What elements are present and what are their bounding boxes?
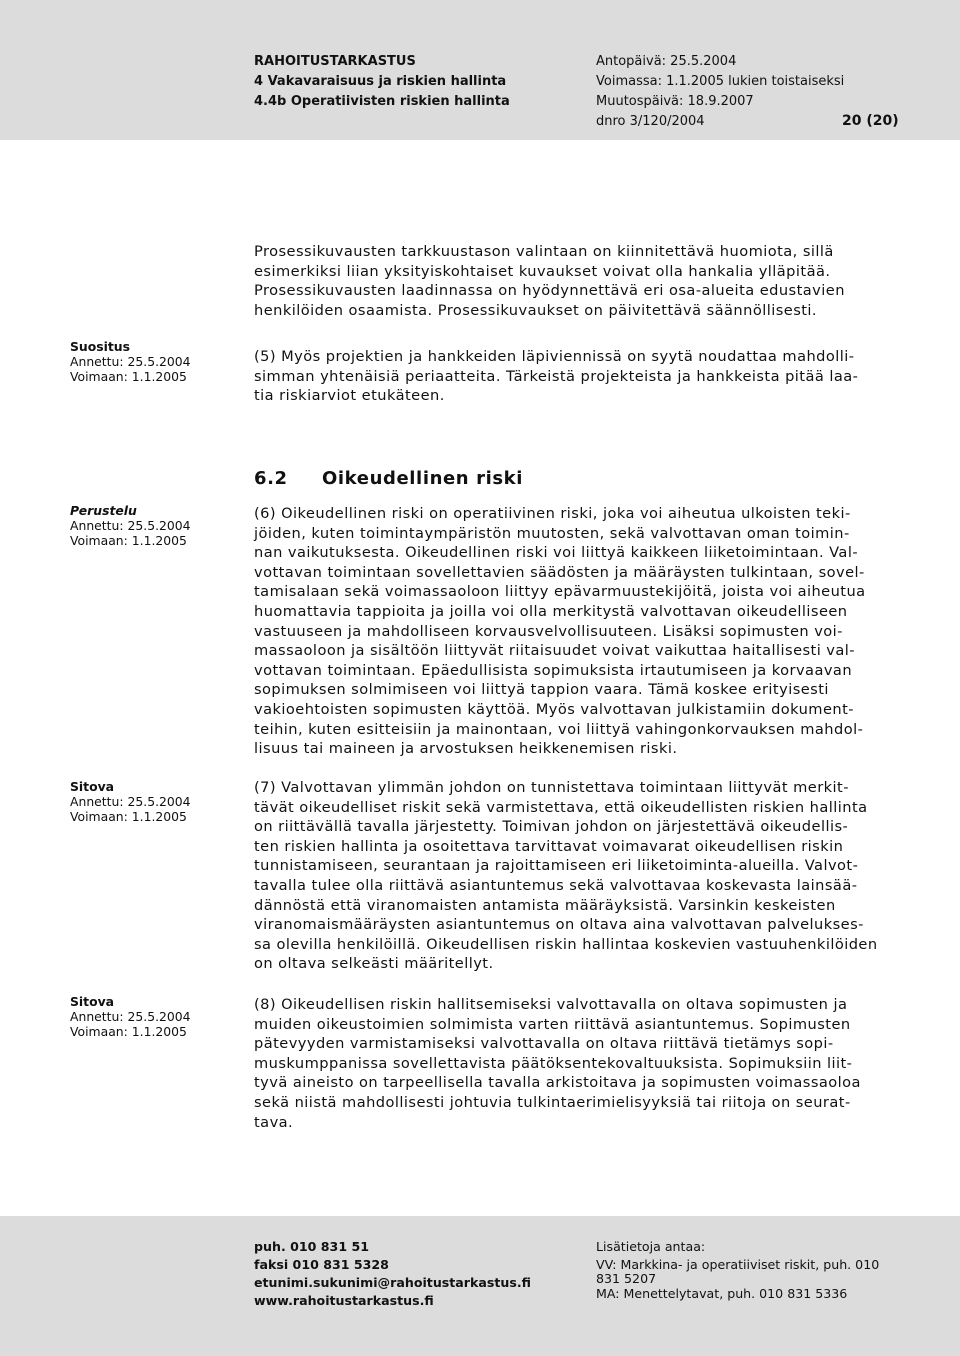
paragraph-8 [254,995,894,1132]
margin-note [70,503,191,548]
text-line: tia riskiarviot etukäteen. [254,387,445,405]
header-band [0,0,960,140]
text-line: pätevyyden varmistamiseksi valvottavalla on oltava riittävä tietämys sopi- [254,1035,834,1053]
margin-issued: Annettu: 25.5.2004 [70,1009,191,1024]
text-line: teihin, kuten esitteisiin ja mainontaan, voi liittyä vahingonkorvauksen mahdol- [254,720,864,738]
margin-issued: Annettu: 25.5.2004 [70,354,191,369]
footer-info-line: MA: Menettelytavat, puh. 010 831 5336 [596,1286,848,1301]
text-line: vastuuseen ja mahdolliseen korvausvelvollisuuteen. Lisäksi sopimusten voi- [254,622,843,640]
margin-note [70,994,191,1039]
paragraph-5 [254,347,894,406]
footer-info-line: VV: Markkina- ja operatiiviset riskit, puh. 010 [596,1257,880,1272]
issued-date: Antopäivä: 25.5.2004 [596,54,737,69]
heading-number: 6.2 [254,468,288,489]
text-line: vakioehtoisten sopimusten käyttöä. Myös valvottavan julkistamiin dokument- [254,700,854,718]
footer-fax: faksi 010 831 5328 [254,1257,389,1272]
text-line: muiden oikeustoimien solmimista varten riittävä asiantuntemus. Sopimusten [254,1015,851,1033]
text-line: tamisalaan sekä voimassaoloon liittyy epävarmuustekijöitä, joista voi aiheutua [254,583,866,601]
text-line: lisuus tai maineen ja arvostuksen heikkenemisen riski. [254,740,678,758]
margin-effective: Voimaan: 1.1.2005 [70,533,187,548]
text-line: Prosessikuvausten laadinnassa on hyödynnettävä eri osa-alueita edustavien [254,282,845,300]
text-line: sopimuksen solmimiseen voi liittyä tappion vaara. Tämä koskee erityisesti [254,681,829,699]
text-line: huomattavia tappioita ja joilla voi olla merkitystä valvottavan oikeudelliseen [254,602,848,620]
footer-info-label: Lisätietoja antaa: [596,1239,706,1254]
text-line: tunnistamiseen, seurantaan ja rajoittamiseen eri liiketoiminta-alueilla. Valvot- [254,857,859,875]
page-number: 20 (20) [842,113,899,129]
text-line: henkilöiden osaamista. Prosessikuvaukset on päivitettävä säännöllisesti. [254,301,818,319]
modified-date: Muutospäivä: 18.9.2007 [596,94,754,109]
text-line: tyvä aineisto on tarpeellisella tavalla arkistoitava ja sopimusten voimassaoloa [254,1074,861,1092]
margin-label: Sitova [70,779,115,794]
text-line: vottavan toimintaan sovellettavien säädösten ja määräysten tulkintaan, sovel- [254,563,865,581]
section-title: 4.4b Operatiivisten riskien hallinta [254,94,510,109]
text-line: on riittävällä tavalla järjestetty. Toimivan johdon on järjestettävä oikeudellis- [254,818,849,836]
section-heading [254,468,523,489]
chapter-title: 4 Vakavaraisuus ja riskien hallinta [254,74,507,89]
text-line: (8) Oikeudellisen riskin hallitsemiseksi valvottavalla on oltava sopimusten ja [254,996,848,1013]
text-line: simman yhtenäisiä periaatteita. Tärkeistä projekteista ja hankkeista pitää laa- [254,367,859,385]
text-line: tavalla tulee olla riittävä asiantuntemus sekä valvottavaa koskevasta lainsää- [254,876,858,894]
text-line: jöiden, kuten toimintaympäristön muutosten, sekä valvottavan oman toimin- [254,524,850,542]
footer-website: www.rahoitustarkastus.fi [254,1293,434,1308]
text-line: viranomaismääräysten asiantuntemus on oltava aina valvottavan palvelukses- [254,916,864,934]
margin-issued: Annettu: 25.5.2004 [70,518,191,533]
margin-effective: Voimaan: 1.1.2005 [70,809,187,824]
valid-date: Voimassa: 1.1.2005 lukien toistaiseksi [596,74,845,89]
margin-note [70,339,191,384]
text-line: dännöstä että viranomaisten antamista määräyksistä. Varsinkin keskeisten [254,896,836,914]
paragraph-6 [254,504,894,759]
text-line: (5) Myös projektien ja hankkeiden läpiviennissä on syytä noudattaa mahdolli- [254,348,855,365]
margin-label: Suositus [70,339,130,354]
text-line: sekä niistä mahdollisesti johtuvia tulkintaerimielisyyksiä tai riitoja on seurat- [254,1093,851,1111]
text-line: tävät oikeudelliset riskit sekä varmistettava, että oikeudellisten riskien hallinta [254,798,868,816]
footer-phone: puh. 010 831 51 [254,1239,369,1254]
document-number: dnro 3/120/2004 [596,114,705,129]
text-line: vottavan toimintaan. Epäedullisista sopimuksista irtautumiseen ja korvaavan [254,661,853,679]
text-line: massaoloon ja sisältöön liittyvät riitaisuudet voivat vaikuttaa haitallisesti val- [254,642,856,660]
margin-effective: Voimaan: 1.1.2005 [70,1024,187,1039]
footer-email: etunimi.sukunimi@rahoitustarkastus.fi [254,1275,531,1290]
text-line: (6) Oikeudellinen riski on operatiivinen riski, joka voi aiheutua ulkoisten teki- [254,505,851,522]
text-line: on oltava selkeästi määritellyt. [254,955,494,973]
text-line: nan vaikutuksesta. Oikeudellinen riski voi liittyä kaikkeen liiketoimintaan. Val- [254,544,859,562]
text-line: (7) Valvottavan ylimmän johdon on tunnistettava toimintaan liittyvät merkit- [254,779,849,796]
text-line: Prosessikuvausten tarkkuustason valintaan on kiinnitettävä huomiota, sillä [254,243,834,260]
margin-issued: Annettu: 25.5.2004 [70,794,191,809]
footer-info-line: 831 5207 [596,1271,657,1286]
heading-title: Oikeudellinen riski [322,468,523,489]
org-name: RAHOITUSTARKASTUS [254,54,416,69]
margin-effective: Voimaan: 1.1.2005 [70,369,187,384]
text-line: ten riskien hallinta ja osoitettava tarvittavat voimavarat oikeudellisen riskin [254,837,844,855]
text-line: muskumppanissa sovellettavista päätöksentekovaltuuksista. Sopimuksiin liit- [254,1054,853,1072]
margin-label: Sitova [70,994,115,1009]
intro-paragraph [254,242,894,320]
text-line: tava. [254,1113,294,1131]
margin-note [70,779,191,824]
paragraph-7 [254,778,894,974]
text-line: sa olevilla henkilöillä. Oikeudellisen riskin hallintaa koskevien vastuuhenkilöiden [254,935,878,953]
text-line: esimerkiksi liian yksityiskohtaiset kuvaukset voivat olla hankalia ylläpitää. [254,262,831,280]
margin-label: Perustelu [70,503,137,518]
